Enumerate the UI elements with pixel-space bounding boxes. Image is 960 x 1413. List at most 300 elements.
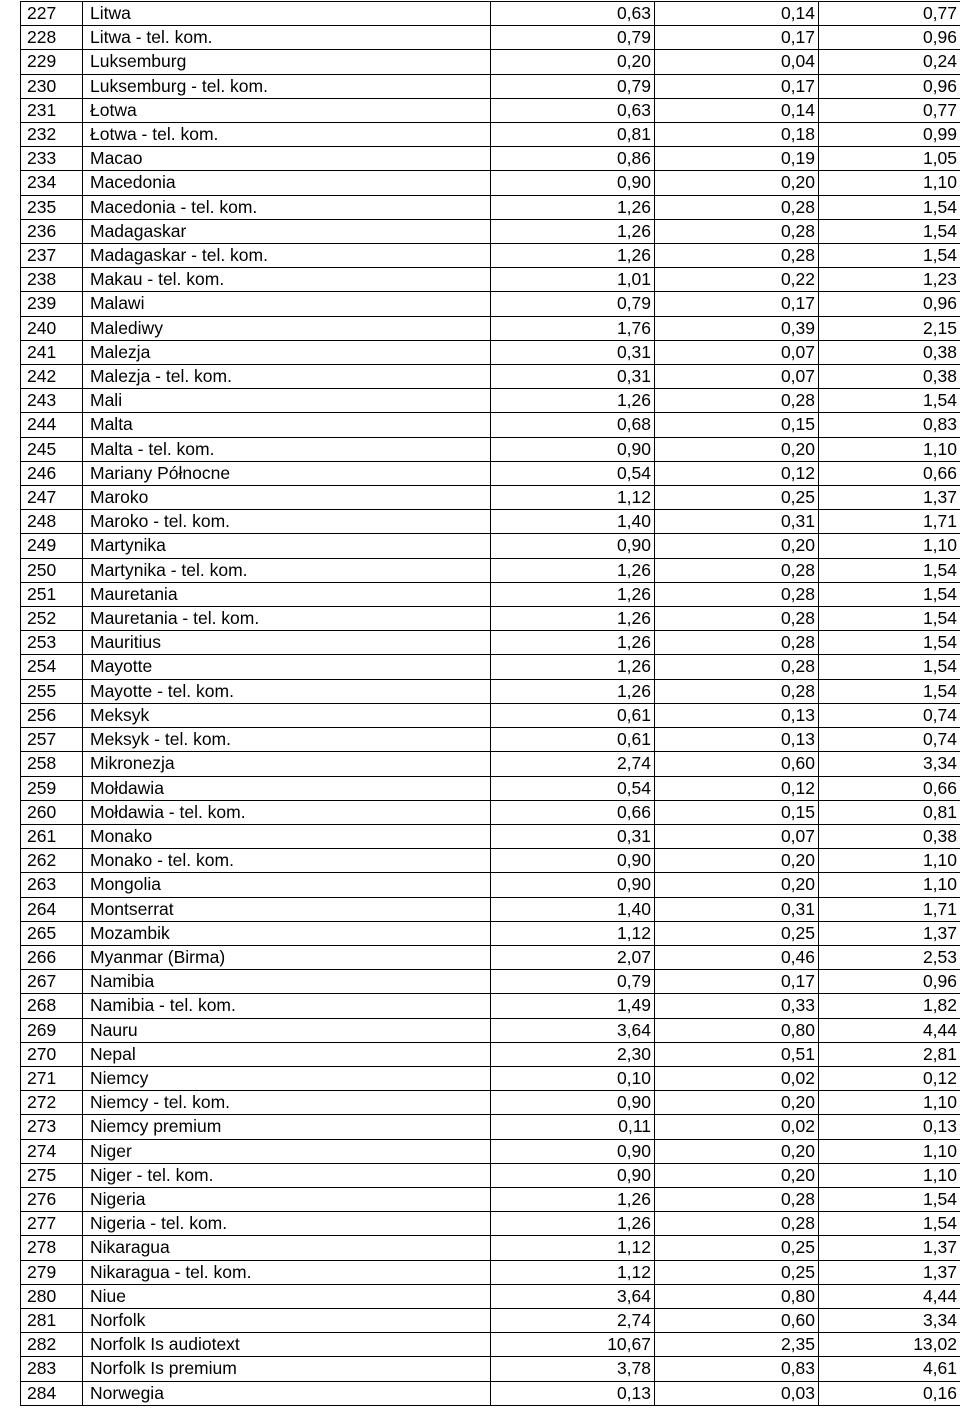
table-row xyxy=(21,2,960,26)
row-number-cell: 244 xyxy=(21,413,83,437)
value-gross-cell: 1,54 xyxy=(819,558,960,582)
row-number-cell: 281 xyxy=(21,1308,83,1332)
value-tax-cell: 0,20 xyxy=(655,437,819,461)
country-name-cell: Malta - tel. kom. xyxy=(83,437,491,461)
value-tax-cell: 0,83 xyxy=(655,1357,819,1381)
value-net-cell: 1,40 xyxy=(491,510,655,534)
table-row xyxy=(21,1284,960,1308)
table-row xyxy=(21,1018,960,1042)
table-row xyxy=(21,679,960,703)
row-number-cell: 232 xyxy=(21,123,83,147)
value-net-cell: 0,90 xyxy=(491,1091,655,1115)
country-name-cell: Madagaskar - tel. kom. xyxy=(83,244,491,268)
value-tax-cell: 0,31 xyxy=(655,510,819,534)
table-row xyxy=(21,147,960,171)
value-net-cell: 1,49 xyxy=(491,994,655,1018)
country-name-cell: Mauretania - tel. kom. xyxy=(83,607,491,631)
row-number-cell: 280 xyxy=(21,1284,83,1308)
value-net-cell: 0,79 xyxy=(491,970,655,994)
table-row xyxy=(21,534,960,558)
value-gross-cell: 1,10 xyxy=(819,873,960,897)
value-tax-cell: 0,07 xyxy=(655,824,819,848)
country-name-cell: Łotwa xyxy=(83,98,491,122)
row-number-cell: 243 xyxy=(21,389,83,413)
value-net-cell: 1,26 xyxy=(491,195,655,219)
value-net-cell: 1,26 xyxy=(491,607,655,631)
country-name-cell: Nikaragua - tel. kom. xyxy=(83,1260,491,1284)
row-number-cell: 259 xyxy=(21,776,83,800)
table-row xyxy=(21,123,960,147)
value-tax-cell: 0,20 xyxy=(655,1139,819,1163)
value-net-cell: 1,26 xyxy=(491,1212,655,1236)
row-number-cell: 266 xyxy=(21,945,83,969)
value-tax-cell: 0,20 xyxy=(655,873,819,897)
country-name-cell: Niemcy xyxy=(83,1066,491,1090)
row-number-cell: 264 xyxy=(21,897,83,921)
value-net-cell: 0,90 xyxy=(491,1139,655,1163)
value-tax-cell: 0,28 xyxy=(655,1212,819,1236)
country-name-cell: Nauru xyxy=(83,1018,491,1042)
value-gross-cell: 0,12 xyxy=(819,1066,960,1090)
country-name-cell: Mikronezja xyxy=(83,752,491,776)
country-name-cell: Maroko - tel. kom. xyxy=(83,510,491,534)
value-tax-cell: 0,12 xyxy=(655,776,819,800)
rate-table xyxy=(20,1,960,1406)
table-row xyxy=(21,994,960,1018)
country-name-cell: Madagaskar xyxy=(83,219,491,243)
value-tax-cell: 0,28 xyxy=(655,582,819,606)
country-name-cell: Mayotte - tel. kom. xyxy=(83,679,491,703)
value-net-cell: 1,26 xyxy=(491,582,655,606)
value-gross-cell: 0,38 xyxy=(819,824,960,848)
row-number-cell: 247 xyxy=(21,486,83,510)
country-name-cell: Maroko xyxy=(83,486,491,510)
country-name-cell: Meksyk xyxy=(83,703,491,727)
value-tax-cell: 0,15 xyxy=(655,800,819,824)
value-net-cell: 0,79 xyxy=(491,292,655,316)
value-tax-cell: 0,28 xyxy=(655,679,819,703)
row-number-cell: 246 xyxy=(21,461,83,485)
value-net-cell: 1,26 xyxy=(491,631,655,655)
country-name-cell: Macedonia xyxy=(83,171,491,195)
row-number-cell: 257 xyxy=(21,728,83,752)
value-net-cell: 0,90 xyxy=(491,849,655,873)
country-name-cell: Mauretania xyxy=(83,582,491,606)
value-net-cell: 0,20 xyxy=(491,50,655,74)
value-gross-cell: 1,71 xyxy=(819,897,960,921)
value-tax-cell: 0,25 xyxy=(655,1260,819,1284)
value-gross-cell: 1,54 xyxy=(819,1187,960,1211)
value-gross-cell: 0,77 xyxy=(819,2,960,26)
value-net-cell: 0,10 xyxy=(491,1066,655,1090)
table-row xyxy=(21,413,960,437)
table-row xyxy=(21,728,960,752)
country-name-cell: Mayotte xyxy=(83,655,491,679)
value-net-cell: 3,78 xyxy=(491,1357,655,1381)
value-net-cell: 3,64 xyxy=(491,1284,655,1308)
table-row xyxy=(21,824,960,848)
row-number-cell: 283 xyxy=(21,1357,83,1381)
value-tax-cell: 0,31 xyxy=(655,897,819,921)
table-row xyxy=(21,1260,960,1284)
table-row xyxy=(21,607,960,631)
country-name-cell: Mauritius xyxy=(83,631,491,655)
country-name-cell: Makau - tel. kom. xyxy=(83,268,491,292)
value-tax-cell: 0,17 xyxy=(655,74,819,98)
table-row xyxy=(21,195,960,219)
value-gross-cell: 0,13 xyxy=(819,1115,960,1139)
value-tax-cell: 0,07 xyxy=(655,365,819,389)
row-number-cell: 239 xyxy=(21,292,83,316)
table-row xyxy=(21,171,960,195)
table-row xyxy=(21,1236,960,1260)
value-net-cell: 0,66 xyxy=(491,800,655,824)
value-gross-cell: 0,99 xyxy=(819,123,960,147)
country-name-cell: Litwa xyxy=(83,2,491,26)
country-name-cell: Martynika - tel. kom. xyxy=(83,558,491,582)
country-name-cell: Malediwy xyxy=(83,316,491,340)
row-number-cell: 241 xyxy=(21,340,83,364)
value-tax-cell: 0,17 xyxy=(655,26,819,50)
value-net-cell: 1,26 xyxy=(491,558,655,582)
row-number-cell: 278 xyxy=(21,1236,83,1260)
value-tax-cell: 0,20 xyxy=(655,534,819,558)
value-gross-cell: 1,54 xyxy=(819,607,960,631)
value-net-cell: 1,12 xyxy=(491,486,655,510)
value-gross-cell: 1,10 xyxy=(819,1163,960,1187)
value-tax-cell: 0,28 xyxy=(655,558,819,582)
country-name-cell: Namibia xyxy=(83,970,491,994)
country-name-cell: Mariany Północne xyxy=(83,461,491,485)
value-gross-cell: 0,96 xyxy=(819,74,960,98)
value-net-cell: 0,90 xyxy=(491,873,655,897)
value-gross-cell: 1,54 xyxy=(819,244,960,268)
value-gross-cell: 1,10 xyxy=(819,534,960,558)
row-number-cell: 272 xyxy=(21,1091,83,1115)
table-row xyxy=(21,1357,960,1381)
country-name-cell: Montserrat xyxy=(83,897,491,921)
row-number-cell: 275 xyxy=(21,1163,83,1187)
row-number-cell: 231 xyxy=(21,98,83,122)
country-name-cell: Norfolk Is premium xyxy=(83,1357,491,1381)
value-net-cell: 1,12 xyxy=(491,1260,655,1284)
value-tax-cell: 0,17 xyxy=(655,970,819,994)
value-tax-cell: 0,28 xyxy=(655,631,819,655)
value-tax-cell: 0,60 xyxy=(655,752,819,776)
country-name-cell: Nikaragua xyxy=(83,1236,491,1260)
value-gross-cell: 0,81 xyxy=(819,800,960,824)
country-name-cell: Niue xyxy=(83,1284,491,1308)
row-number-cell: 252 xyxy=(21,607,83,631)
value-net-cell: 1,26 xyxy=(491,219,655,243)
country-name-cell: Myanmar (Birma) xyxy=(83,945,491,969)
row-number-cell: 235 xyxy=(21,195,83,219)
table-row xyxy=(21,800,960,824)
row-number-cell: 256 xyxy=(21,703,83,727)
value-tax-cell: 0,20 xyxy=(655,171,819,195)
value-net-cell: 1,26 xyxy=(491,679,655,703)
row-number-cell: 236 xyxy=(21,219,83,243)
value-net-cell: 0,11 xyxy=(491,1115,655,1139)
row-number-cell: 282 xyxy=(21,1333,83,1357)
value-gross-cell: 0,66 xyxy=(819,776,960,800)
value-tax-cell: 0,33 xyxy=(655,994,819,1018)
value-gross-cell: 0,38 xyxy=(819,340,960,364)
value-gross-cell: 0,24 xyxy=(819,50,960,74)
table-row xyxy=(21,655,960,679)
row-number-cell: 268 xyxy=(21,994,83,1018)
value-gross-cell: 1,54 xyxy=(819,582,960,606)
value-net-cell: 1,76 xyxy=(491,316,655,340)
table-row xyxy=(21,1042,960,1066)
value-tax-cell: 0,20 xyxy=(655,1163,819,1187)
table-row xyxy=(21,1381,960,1405)
country-name-cell: Monako xyxy=(83,824,491,848)
value-gross-cell: 2,53 xyxy=(819,945,960,969)
value-net-cell: 0,61 xyxy=(491,728,655,752)
row-number-cell: 251 xyxy=(21,582,83,606)
value-tax-cell: 0,60 xyxy=(655,1308,819,1332)
value-net-cell: 0,79 xyxy=(491,26,655,50)
country-name-cell: Litwa - tel. kom. xyxy=(83,26,491,50)
table-row xyxy=(21,631,960,655)
row-number-cell: 253 xyxy=(21,631,83,655)
row-number-cell: 233 xyxy=(21,147,83,171)
row-number-cell: 238 xyxy=(21,268,83,292)
table-row xyxy=(21,461,960,485)
row-number-cell: 267 xyxy=(21,970,83,994)
value-net-cell: 2,07 xyxy=(491,945,655,969)
value-gross-cell: 1,10 xyxy=(819,1139,960,1163)
value-net-cell: 0,54 xyxy=(491,776,655,800)
value-gross-cell: 1,37 xyxy=(819,921,960,945)
table-row xyxy=(21,897,960,921)
row-number-cell: 237 xyxy=(21,244,83,268)
table-row xyxy=(21,340,960,364)
row-number-cell: 276 xyxy=(21,1187,83,1211)
value-tax-cell: 0,28 xyxy=(655,655,819,679)
value-tax-cell: 0,13 xyxy=(655,703,819,727)
value-tax-cell: 0,12 xyxy=(655,461,819,485)
value-tax-cell: 0,80 xyxy=(655,1018,819,1042)
row-number-cell: 234 xyxy=(21,171,83,195)
value-net-cell: 2,30 xyxy=(491,1042,655,1066)
table-row xyxy=(21,98,960,122)
row-number-cell: 262 xyxy=(21,849,83,873)
value-gross-cell: 4,44 xyxy=(819,1018,960,1042)
value-gross-cell: 0,66 xyxy=(819,461,960,485)
value-net-cell: 0,90 xyxy=(491,437,655,461)
value-tax-cell: 0,14 xyxy=(655,98,819,122)
value-gross-cell: 2,81 xyxy=(819,1042,960,1066)
value-gross-cell: 0,96 xyxy=(819,970,960,994)
row-number-cell: 277 xyxy=(21,1212,83,1236)
value-net-cell: 1,12 xyxy=(491,1236,655,1260)
country-name-cell: Nigeria - tel. kom. xyxy=(83,1212,491,1236)
row-number-cell: 242 xyxy=(21,365,83,389)
value-tax-cell: 0,17 xyxy=(655,292,819,316)
value-tax-cell: 0,25 xyxy=(655,921,819,945)
row-number-cell: 271 xyxy=(21,1066,83,1090)
value-net-cell: 0,90 xyxy=(491,171,655,195)
value-gross-cell: 1,10 xyxy=(819,1091,960,1115)
table-row xyxy=(21,873,960,897)
value-gross-cell: 1,23 xyxy=(819,268,960,292)
country-name-cell: Mali xyxy=(83,389,491,413)
country-name-cell: Mongolia xyxy=(83,873,491,897)
value-net-cell: 0,90 xyxy=(491,1163,655,1187)
table-row xyxy=(21,1091,960,1115)
table-row xyxy=(21,1187,960,1211)
table-row xyxy=(21,365,960,389)
row-number-cell: 270 xyxy=(21,1042,83,1066)
country-name-cell: Nepal xyxy=(83,1042,491,1066)
row-number-cell: 230 xyxy=(21,74,83,98)
table-row xyxy=(21,1139,960,1163)
row-number-cell: 279 xyxy=(21,1260,83,1284)
value-gross-cell: 1,37 xyxy=(819,1236,960,1260)
table-row xyxy=(21,970,960,994)
row-number-cell: 261 xyxy=(21,824,83,848)
value-net-cell: 10,67 xyxy=(491,1333,655,1357)
value-net-cell: 0,61 xyxy=(491,703,655,727)
value-gross-cell: 0,96 xyxy=(819,26,960,50)
value-net-cell: 1,26 xyxy=(491,389,655,413)
value-net-cell: 0,63 xyxy=(491,98,655,122)
value-net-cell: 0,63 xyxy=(491,2,655,26)
value-net-cell: 1,26 xyxy=(491,655,655,679)
value-net-cell: 3,64 xyxy=(491,1018,655,1042)
country-name-cell: Mozambik xyxy=(83,921,491,945)
country-name-cell: Norfolk Is audiotext xyxy=(83,1333,491,1357)
table-row xyxy=(21,316,960,340)
country-name-cell: Norwegia xyxy=(83,1381,491,1405)
value-net-cell: 0,13 xyxy=(491,1381,655,1405)
value-tax-cell: 0,51 xyxy=(655,1042,819,1066)
value-gross-cell: 1,37 xyxy=(819,486,960,510)
country-name-cell: Niger xyxy=(83,1139,491,1163)
table-row xyxy=(21,50,960,74)
row-number-cell: 263 xyxy=(21,873,83,897)
table-row xyxy=(21,1115,960,1139)
row-number-cell: 227 xyxy=(21,2,83,26)
value-tax-cell: 0,28 xyxy=(655,195,819,219)
value-net-cell: 0,68 xyxy=(491,413,655,437)
value-tax-cell: 0,07 xyxy=(655,340,819,364)
value-tax-cell: 0,80 xyxy=(655,1284,819,1308)
value-net-cell: 0,86 xyxy=(491,147,655,171)
row-number-cell: 240 xyxy=(21,316,83,340)
value-gross-cell: 1,54 xyxy=(819,219,960,243)
value-tax-cell: 0,25 xyxy=(655,1236,819,1260)
value-net-cell: 0,31 xyxy=(491,824,655,848)
country-name-cell: Luksemburg - tel. kom. xyxy=(83,74,491,98)
value-net-cell: 1,40 xyxy=(491,897,655,921)
table-row xyxy=(21,1333,960,1357)
table-row xyxy=(21,268,960,292)
table-row xyxy=(21,510,960,534)
value-tax-cell: 0,02 xyxy=(655,1115,819,1139)
value-tax-cell: 0,14 xyxy=(655,2,819,26)
table-row xyxy=(21,1163,960,1187)
table-row xyxy=(21,921,960,945)
table-row xyxy=(21,74,960,98)
value-tax-cell: 0,46 xyxy=(655,945,819,969)
value-tax-cell: 0,22 xyxy=(655,268,819,292)
value-tax-cell: 0,13 xyxy=(655,728,819,752)
value-gross-cell: 1,10 xyxy=(819,437,960,461)
value-net-cell: 2,74 xyxy=(491,752,655,776)
row-number-cell: 228 xyxy=(21,26,83,50)
table-row xyxy=(21,1308,960,1332)
value-gross-cell: 1,05 xyxy=(819,147,960,171)
value-gross-cell: 1,54 xyxy=(819,1212,960,1236)
table-row xyxy=(21,292,960,316)
value-gross-cell: 0,38 xyxy=(819,365,960,389)
row-number-cell: 254 xyxy=(21,655,83,679)
country-name-cell: Mołdawia - tel. kom. xyxy=(83,800,491,824)
value-gross-cell: 0,74 xyxy=(819,728,960,752)
value-gross-cell: 1,82 xyxy=(819,994,960,1018)
country-name-cell: Meksyk - tel. kom. xyxy=(83,728,491,752)
row-number-cell: 269 xyxy=(21,1018,83,1042)
value-tax-cell: 0,28 xyxy=(655,219,819,243)
table-row xyxy=(21,558,960,582)
table-row xyxy=(21,26,960,50)
value-tax-cell: 0,19 xyxy=(655,147,819,171)
row-number-cell: 258 xyxy=(21,752,83,776)
country-name-cell: Namibia - tel. kom. xyxy=(83,994,491,1018)
value-gross-cell: 1,10 xyxy=(819,849,960,873)
row-number-cell: 249 xyxy=(21,534,83,558)
value-tax-cell: 0,03 xyxy=(655,1381,819,1405)
value-gross-cell: 2,15 xyxy=(819,316,960,340)
rate-table-body xyxy=(21,2,960,1406)
country-name-cell: Monako - tel. kom. xyxy=(83,849,491,873)
row-number-cell: 245 xyxy=(21,437,83,461)
value-net-cell: 1,26 xyxy=(491,244,655,268)
value-tax-cell: 0,28 xyxy=(655,607,819,631)
value-tax-cell: 0,28 xyxy=(655,389,819,413)
country-name-cell: Malawi xyxy=(83,292,491,316)
country-name-cell: Niemcy premium xyxy=(83,1115,491,1139)
value-net-cell: 0,81 xyxy=(491,123,655,147)
country-name-cell: Macao xyxy=(83,147,491,171)
value-net-cell: 0,79 xyxy=(491,74,655,98)
country-name-cell: Łotwa - tel. kom. xyxy=(83,123,491,147)
table-row xyxy=(21,244,960,268)
country-name-cell: Malezja xyxy=(83,340,491,364)
value-net-cell: 1,01 xyxy=(491,268,655,292)
country-name-cell: Niemcy - tel. kom. xyxy=(83,1091,491,1115)
value-tax-cell: 2,35 xyxy=(655,1333,819,1357)
row-number-cell: 284 xyxy=(21,1381,83,1405)
value-gross-cell: 3,34 xyxy=(819,1308,960,1332)
value-tax-cell: 0,25 xyxy=(655,486,819,510)
row-number-cell: 265 xyxy=(21,921,83,945)
value-tax-cell: 0,15 xyxy=(655,413,819,437)
table-row xyxy=(21,849,960,873)
row-number-cell: 250 xyxy=(21,558,83,582)
value-net-cell: 1,26 xyxy=(491,1187,655,1211)
value-tax-cell: 0,02 xyxy=(655,1066,819,1090)
value-gross-cell: 0,77 xyxy=(819,98,960,122)
value-gross-cell: 0,83 xyxy=(819,413,960,437)
value-gross-cell: 0,96 xyxy=(819,292,960,316)
value-net-cell: 0,31 xyxy=(491,340,655,364)
country-name-cell: Nigeria xyxy=(83,1187,491,1211)
row-number-cell: 248 xyxy=(21,510,83,534)
